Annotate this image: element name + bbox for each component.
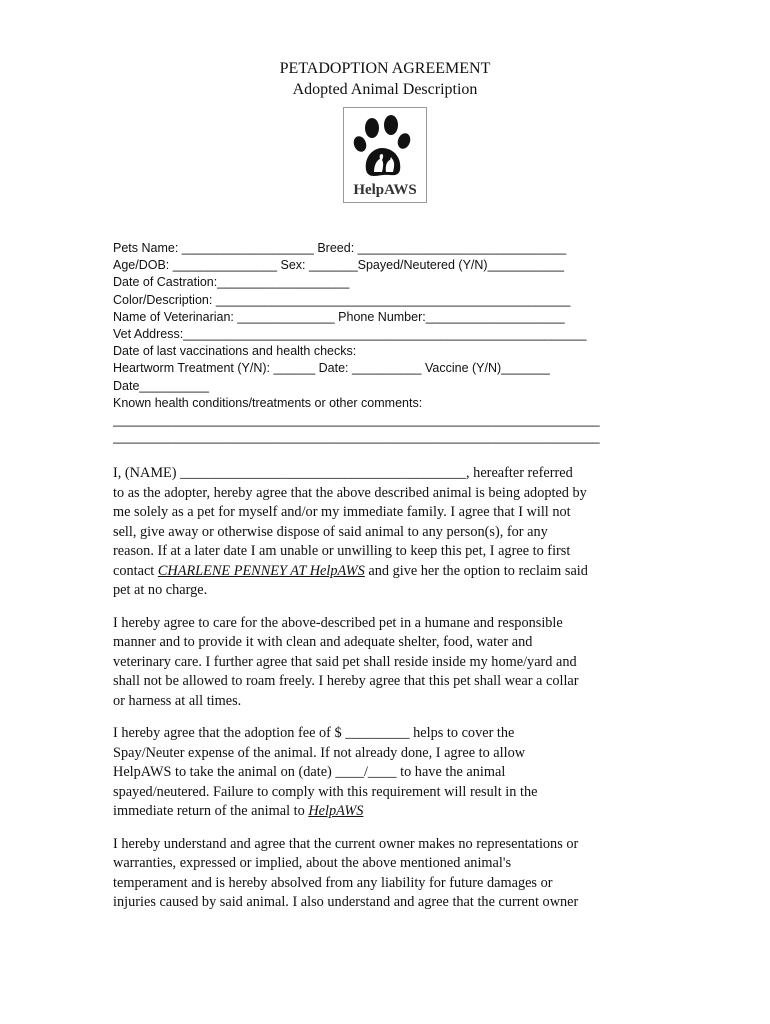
text-line: manner and to provide it with clean and adequate shelter, food, water and: [113, 634, 533, 650]
pets-name-breed-line[interactable]: Pets Name: ___________________ Breed: ______________________________: [113, 241, 567, 255]
age-sex-spayed-line[interactable]: Age/DOB: _______________ Sex: _______Spayed/Neutered (Y/N)___________: [113, 258, 565, 273]
helpaws-logo: [343, 107, 427, 203]
color-description-line[interactable]: Color/Description: ___________________________________________________: [113, 292, 571, 307]
text-line: veterinary care. I further agree that said pet shall reside inside my home/yard and: [113, 653, 577, 670]
text-line: warranties, expressed or implied, about the above mentioned animal's: [113, 855, 512, 871]
heartworm-vaccine-line[interactable]: Heartworm Treatment (Y/N): ______ Date: __________ Vaccine (Y/N)_______: [113, 361, 550, 376]
document-title: PETADOPTION AGREEMENT: [279, 60, 491, 77]
return-line: [113, 802, 658, 822]
health-conditions-label: Known health conditions/treatments or other comments:: [113, 395, 423, 410]
text-line: injuries caused by said animal. I also understand and agree that the current owner: [113, 894, 579, 910]
text-line: to as the adopter, hereby agree that the above described animal is being adopted by: [113, 484, 587, 501]
text-line: shall not be allowed to roam freely. I hereby agree that this pet shall wear a collar: [113, 673, 579, 689]
contact-prefix: contact: [113, 562, 158, 579]
text-line: I hereby understand and agree that the current owner makes no representations or: [113, 835, 579, 852]
contact-name-link[interactable]: CHARLENE PENNEY AT HelpAWS: [157, 562, 365, 579]
animal-description-form: [113, 240, 658, 446]
veterinarian-phone-line[interactable]: Name of Veterinarian: ______________ Phone Number:____________________: [113, 309, 565, 324]
document-subtitle: Adopted Animal Description: [292, 81, 478, 98]
contact-line: [113, 562, 658, 582]
vaccinations-label: Date of last vaccinations and health checks:: [113, 344, 357, 359]
adoption-terms-paragraph: [113, 464, 658, 601]
contact-suffix: and give her the option to reclaim said: [364, 562, 588, 579]
helpaws-link[interactable]: HelpAWS: [308, 803, 364, 819]
text-line: pet at no charge.: [113, 582, 208, 598]
text-line: temperament and is hereby absolved from any liability for future damages or: [113, 874, 553, 891]
liability-paragraph: [113, 835, 658, 913]
logo-wordmark: HelpAWS: [353, 182, 417, 198]
text-line: Spay/Neuter expense of the animal. If not already done, I agree to allow: [113, 744, 526, 761]
text-line: I hereby agree that the adoption fee of $ _________ helps to cover the: [113, 725, 515, 741]
text-line: or harness at all times.: [113, 692, 242, 709]
text-line: sell, give away or otherwise dispose of said animal to any person(s), for any: [113, 523, 548, 540]
adoption-fee-paragraph: [113, 724, 658, 822]
text-line: me solely as a pet for myself and/or my immediate family. I agree that I will not: [113, 504, 571, 520]
paw-print-icon: [344, 108, 426, 202]
vet-address-line[interactable]: Vet Address:__________________________________________________________: [113, 326, 587, 341]
date-line[interactable]: Date__________: [113, 378, 209, 393]
text-line: spayed/neutered. Failure to comply with this requirement will result in the: [113, 783, 538, 800]
text-line: I hereby agree to care for the above-described pet in a humane and responsible: [113, 614, 563, 631]
comments-blank-line-2[interactable]: ______________________________________________________________________: [113, 430, 600, 445]
date-of-castration-line[interactable]: Date of Castration:___________________: [113, 275, 350, 290]
agreement-body: [113, 464, 658, 926]
text-line: I, (NAME) ________________________________________, hereafter referred: [113, 465, 573, 481]
comments-blank-line-1[interactable]: ______________________________________________________________________: [113, 412, 600, 427]
return-prefix: immediate return of the animal to: [113, 803, 309, 819]
text-line: HelpAWS to take the animal on (date) ____/____ to have the animal: [113, 764, 506, 780]
text-line: reason. If at a later date I am unable or unwilling to keep this pet, I agree to first: [113, 543, 571, 559]
care-terms-paragraph: [113, 614, 658, 712]
